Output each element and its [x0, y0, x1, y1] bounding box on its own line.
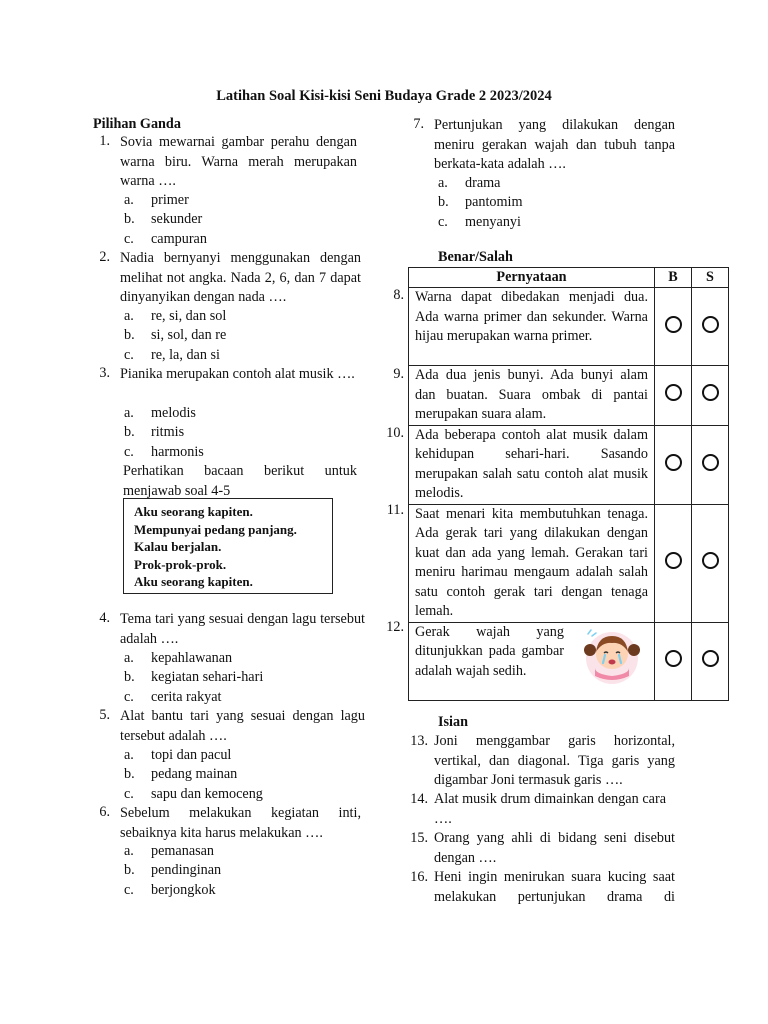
answer-s-circle[interactable] [702, 552, 719, 569]
option-letter: c. [124, 786, 134, 802]
table-row [409, 425, 729, 504]
option-text: menyanyi [465, 214, 521, 230]
poem-line: Mempunyai pedang panjang. [134, 521, 297, 537]
option-text: topi dan pacul [151, 747, 232, 763]
answer-s-circle[interactable] [702, 454, 719, 471]
option-text: kegiatan sehari-hari [151, 669, 264, 685]
row-number: 12. [386, 619, 404, 635]
option-text: pantomim [465, 194, 523, 210]
table-row [409, 366, 729, 426]
question-number: 16. [410, 869, 428, 885]
table-row [409, 622, 729, 700]
option-letter: a. [438, 175, 448, 191]
question-text: Nadia bernyanyi menggunakan dengan melihat not angka. Nada 2, 6, dan 7 dapat dinyanyikan dengan nada …. [120, 250, 361, 305]
question-number: 6. [99, 804, 110, 820]
poem-line: Prok-prok-prok. [134, 556, 227, 572]
option-text: sekunder [151, 211, 203, 227]
cell-b [655, 288, 692, 366]
option-letter: c. [124, 231, 134, 247]
cell-s [692, 425, 729, 504]
header-b: B [655, 268, 692, 288]
option-letter: b. [124, 862, 135, 878]
option-text: sapu dan kemoceng [151, 786, 263, 802]
answer-b-circle[interactable] [665, 454, 682, 471]
section-benar-salah: Benar/Salah [438, 249, 513, 265]
option-text: si, sol, dan re [151, 327, 227, 343]
poem-box [123, 498, 333, 594]
cell-b [655, 366, 692, 426]
option-letter: c. [124, 444, 134, 460]
question-number: 4. [99, 610, 110, 626]
poem-line: Aku seorang kapiten. [134, 574, 253, 589]
option-letter: b. [124, 669, 135, 685]
table-row [409, 504, 729, 622]
option-letter: b. [124, 424, 135, 440]
option-text: harmonis [151, 444, 204, 460]
question-14-text: Alat musik drum dimainkan dengan cara …. [434, 791, 666, 827]
question-number: 14. [410, 791, 428, 807]
question-text: Sebelum melakukan kegiatan inti, sebaiknya kita harus melakukan …. [120, 805, 361, 841]
option-text: kepahlawanan [151, 650, 233, 666]
option-text: campuran [151, 231, 207, 247]
option-letter: c. [124, 689, 134, 705]
reading-instruction: Perhatikan bacaan berikut untuk menjawab soal 4-5 [123, 463, 357, 499]
question-text: Alat bantu tari yang sesuai dengan lagu tersebut adalah …. [120, 708, 365, 744]
row-number: 11. [386, 502, 404, 518]
option-letter: c. [124, 882, 134, 898]
question-16-text: Heni ingin menirukan suara kucing saat melakukan pertunjukan drama di [434, 869, 675, 905]
answer-b-circle[interactable] [665, 552, 682, 569]
option-text: re, si, dan sol [151, 308, 227, 324]
answer-s-circle[interactable] [702, 384, 719, 401]
option-text: re, la, dan si [151, 347, 220, 363]
cell-s [692, 288, 729, 366]
question-15-text: Orang yang ahli di bidang seni disebut dengan …. [434, 830, 675, 866]
header-s: S [692, 268, 729, 288]
option-letter: b. [124, 327, 135, 343]
poem-line: Kalau berjalan. [134, 539, 222, 554]
answer-b-circle[interactable] [665, 384, 682, 401]
cell-b [655, 622, 692, 700]
section-pilihan-ganda: Pilihan Ganda [93, 116, 181, 132]
question-number: 3. [99, 365, 110, 381]
option-letter: a. [124, 747, 134, 763]
poem-line: Aku seorang kapiten. [134, 504, 253, 519]
question-number: 5. [99, 707, 110, 723]
option-text: drama [465, 175, 501, 191]
statement-text: Ada dua jenis bunyi. Ada bunyi alam dan buatan. Suara ombak di pantai merupakan suara alam. [409, 366, 655, 426]
page-title: Latihan Soal Kisi-kisi Seni Budaya Grade 2 2023/2024 [216, 88, 552, 104]
option-letter: c. [438, 214, 448, 230]
option-text: melodis [151, 405, 196, 421]
table-header-row [409, 268, 729, 288]
statement-text: Gerak wajah yang ditunjukkan pada gambar adalah wajah sedih. [415, 623, 564, 679]
question-text: Sovia mewarnai gambar perahu dengan warna biru. Warna merah merupakan warna …. [120, 134, 357, 189]
cell-b [655, 425, 692, 504]
option-letter: a. [124, 843, 134, 859]
cell-b [655, 504, 692, 622]
question-text: Tema tari yang sesuai dengan lagu tersebut adalah …. [120, 611, 365, 647]
row-number: 10. [386, 425, 404, 441]
option-text: pendinginan [151, 862, 222, 878]
answer-b-circle[interactable] [665, 650, 682, 667]
cell-s [692, 504, 729, 622]
option-text: berjongkok [151, 882, 216, 898]
cell-s [692, 366, 729, 426]
option-letter: a. [124, 405, 134, 421]
option-text: primer [151, 192, 189, 208]
question-text: Pertunjukan yang dilakukan dengan meniru gerakan wajah dan tubuh tanpa berkata-kata adalah …. [434, 117, 675, 172]
statement-text: Warna dapat dibedakan menjadi dua. Ada warna primer dan sekunder. Warna hijau merupakan warna primer. [409, 288, 655, 366]
option-letter: c. [124, 347, 134, 363]
question-number: 13. [410, 733, 428, 749]
true-false-table [408, 267, 729, 701]
answer-b-circle[interactable] [665, 316, 682, 333]
question-number: 7. [413, 116, 424, 132]
answer-s-circle[interactable] [702, 316, 719, 333]
question-number: 15. [410, 830, 428, 846]
row-number: 8. [393, 287, 404, 303]
option-letter: b. [438, 194, 449, 210]
statement-text: Ada beberapa contoh alat musik dalam kehidupan sehari-hari. Sasando merupakan salah satu contoh alat musik melodis. [409, 425, 655, 504]
question-text: Pianika merupakan contoh alat musik …. [120, 366, 355, 382]
crying-girl-image [582, 624, 642, 686]
option-text: ritmis [151, 424, 185, 440]
option-text: cerita rakyat [151, 689, 222, 705]
option-text: pemanasan [151, 843, 215, 859]
cell-s [692, 622, 729, 700]
answer-s-circle[interactable] [702, 650, 719, 667]
row-number: 9. [393, 366, 404, 382]
header-pernyataan: Pernyataan [409, 268, 655, 288]
option-letter: b. [124, 766, 135, 782]
question-number: 2. [99, 249, 110, 265]
question-13-text: Joni menggambar garis horizontal, vertikal, dan diagonal. Tiga garis yang digambar Joni termasuk garis …. [434, 733, 675, 788]
option-letter: b. [124, 211, 135, 227]
option-text: pedang mainan [151, 766, 238, 782]
option-letter: a. [124, 308, 134, 324]
option-letter: a. [124, 192, 134, 208]
table-row [409, 288, 729, 366]
question-number: 1. [99, 133, 110, 149]
section-isian: Isian [438, 714, 468, 730]
statement-text: Saat menari kita membutuhkan tenaga. Ada gerak tari yang dilakukan dengan kuat dan ada yang lemah. Gerakan tari meniru harimau mengaum adalah salah satu contoh gerak tari dengan tenaga lemah. [409, 504, 655, 622]
option-letter: a. [124, 650, 134, 666]
